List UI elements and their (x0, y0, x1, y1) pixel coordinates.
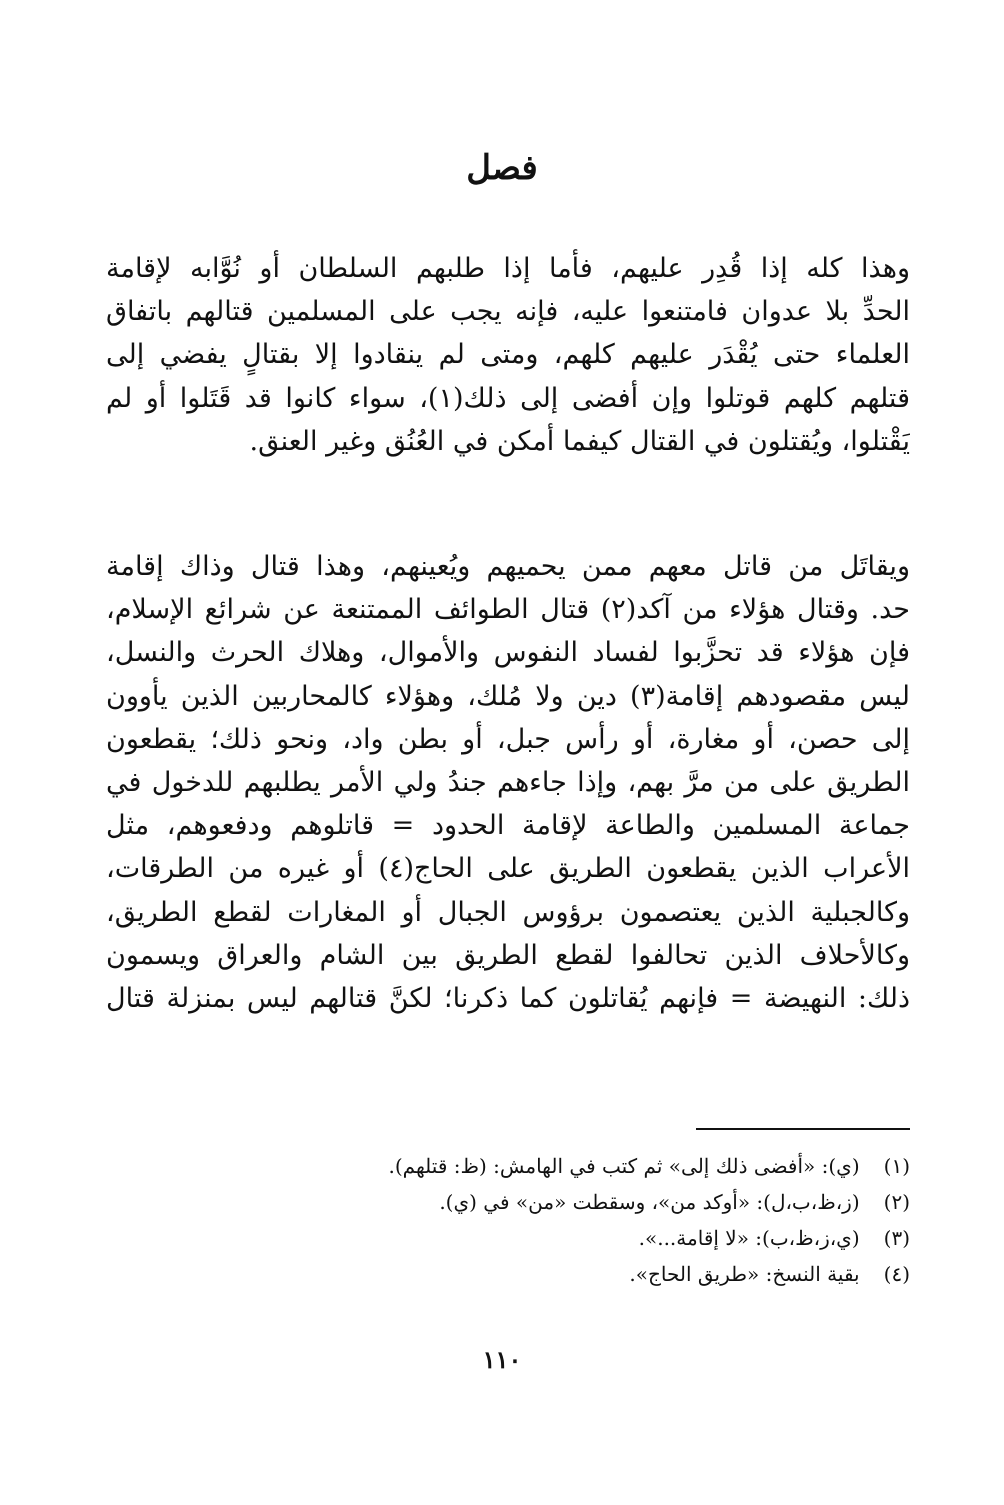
footnote-number: (٢) (883, 1190, 910, 1214)
paragraph-line: ويقاتَل من قاتل معهم ممن يحميهم ويُعينهم، وهذا قتال وذاك إقامة (106, 551, 910, 582)
paragraph-line: يَقْتلوا، ويُقتلون في القتال كيفما أمكن في العُنُق وغير العنق. (249, 425, 910, 457)
paragraph-1 (106, 247, 910, 463)
footnote-text: بقية النسخ: «طريق الحاج». (629, 1262, 860, 1286)
page-number: ١١٠ (482, 1345, 522, 1374)
paragraph-line: قتلهم كلهم قوتلوا وإن أفضى إلى ذلك(١)، سواء كانوا قد قَتَلوا أو لم (106, 382, 910, 414)
paragraph-line: ذلك: النهيضة = فإنهم يُقاتلون كما ذكرنا؛ لكنَّ قتالهم ليس بمنزلة قتال (106, 983, 910, 1015)
paragraph-line: ليس مقصودهم إقامة(٣) دين ولا مُلك، وهؤلاء كالمحاربين الذين يأوون (106, 680, 910, 712)
paragraph-line: جماعة المسلمين والطاعة لإقامة الحدود = قاتلوهم ودفعوهم، مثل (106, 810, 910, 842)
section-heading: فصل (466, 148, 538, 188)
paragraph-line: الطريق على من مرَّ بهم، وإذا جاءهم جندُ ولي الأمر يطلبهم للدخول في (106, 767, 910, 799)
paragraph-line: وكالجبلية الذين يعتصمون برؤوس الجبال أو المغارات لقطع الطريق، (106, 896, 910, 928)
paragraph-line: الحدِّ بلا عدوان فامتنعوا عليه، فإنه يجب على المسلمين قتالهم باتفاق (106, 296, 910, 328)
paragraph-2 (106, 545, 910, 1020)
footnote-number: (١) (883, 1154, 910, 1178)
footnote-number: (٤) (883, 1262, 910, 1286)
footnote-item (210, 1220, 910, 1256)
paragraph-line: فإن هؤلاء قد تحزَّبوا لفساد النفوس والأموال، وهلاك الحرث والنسل، (106, 637, 910, 669)
paragraph-line: العلماء حتى يُقْدَر عليهم كلهم، ومتى لم ينقادوا إلا بقتالٍ يفضي إلى (106, 339, 910, 371)
paragraph-line: حد. وقتال هؤلاء من آكد(٢) قتال الطوائف الممتنعة عن شرائع الإسلام، (106, 594, 910, 626)
footnote-item (210, 1148, 910, 1184)
footnote-text: (ز،ظ،ب،ل): «أوكد من»، وسقطت «من» في (ي). (439, 1190, 860, 1214)
footnote-number: (٣) (883, 1226, 910, 1250)
footnote-item (210, 1256, 910, 1292)
paragraph-line: وهذا كله إذا قُدِر عليهم، فأما إذا طلبهم السلطان أو نُوَّابه لإقامة (106, 253, 910, 284)
footnote-text: (ي،ز،ظ،ب): «لا إقامة...». (638, 1226, 860, 1250)
footnote-text: (ي): «أفضى ذلك إلى» ثم كتب في الهامش: (ظ: قتلهم). (388, 1154, 860, 1178)
footnotes-list (210, 1148, 910, 1292)
footnote-item (210, 1184, 910, 1220)
paragraph-line: الأعراب الذين يقطعون الطريق على الحاج(٤) أو غيره من الطرقات، (106, 853, 910, 885)
paragraph-line: وكالأحلاف الذين تحالفوا لقطع الطريق بين الشام والعراق ويسمون (106, 939, 910, 971)
footnote-separator (696, 1128, 910, 1130)
paragraph-line: إلى حصن، أو مغارة، أو رأس جبل، أو بطن واد، ونحو ذلك؛ يقطعون (106, 723, 910, 755)
